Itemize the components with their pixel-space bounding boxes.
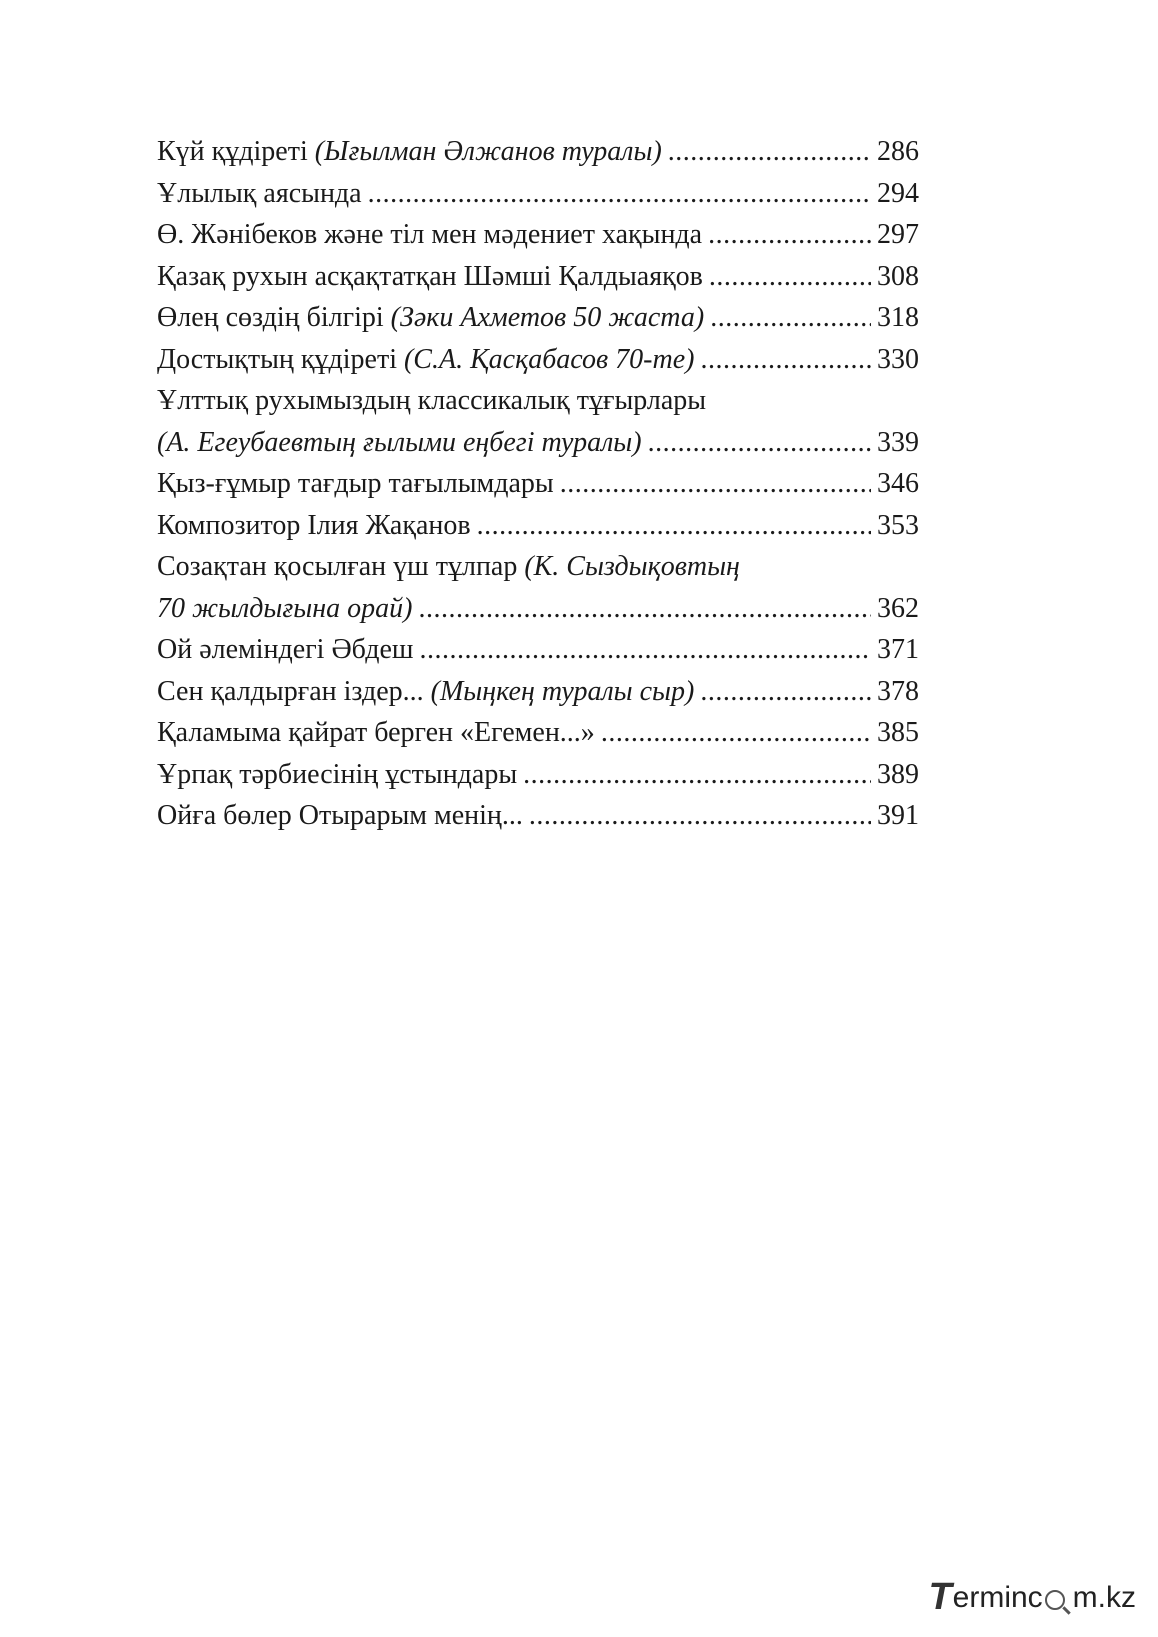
toc-entry-title: 70 жылдығына орай) xyxy=(157,592,413,624)
toc-page-number: 286 xyxy=(877,136,919,167)
toc-entry-title: Өлең сөздің білгірі (Зәки Ахметов 50 жаста) xyxy=(157,302,705,333)
toc-entry xyxy=(157,422,919,464)
watermark-text-start: erminc xyxy=(952,1580,1043,1614)
toc-entry xyxy=(157,214,919,256)
toc-entry-title: Созақтан қосылған үш тұлпар (К. Сыздықовтың xyxy=(157,551,740,582)
toc-page-number: 353 xyxy=(877,509,919,541)
watermark-text-end: m.kz xyxy=(1072,1580,1136,1614)
toc-entry-title: Ө. Жәнібеков және тіл мен мәдениет хақында xyxy=(157,219,703,250)
toc-entry-title: Қыз-ғұмыр тағдыр тағылымдары xyxy=(157,468,554,499)
dot-leader xyxy=(560,463,871,505)
dot-leader xyxy=(418,588,871,630)
toc-entry xyxy=(157,297,919,339)
watermark-logo xyxy=(928,1576,1136,1619)
dot-leader xyxy=(668,131,871,173)
toc-page-number: 330 xyxy=(877,343,919,375)
dot-leader xyxy=(710,297,871,339)
toc-entry-title: Ой әлеміндегі Әбдеш xyxy=(157,634,414,665)
toc-entry-title: Композитор Ілия Жақанов xyxy=(157,509,471,541)
dot-leader xyxy=(419,629,871,671)
toc-page-number: 339 xyxy=(877,426,919,458)
toc-entry-title: Қаламыма қайрат берген «Егемен...» xyxy=(157,717,595,748)
toc-page-number: 318 xyxy=(877,302,919,333)
toc-entry xyxy=(157,173,919,215)
toc-entry xyxy=(157,795,919,837)
dot-leader xyxy=(700,671,871,713)
dot-leader xyxy=(477,505,871,547)
toc-entry xyxy=(157,671,919,713)
toc-page-number: 391 xyxy=(877,800,919,831)
toc-entry-title: (А. Егеубаевтың ғылыми еңбегі туралы) xyxy=(157,426,642,458)
toc-page-number: 362 xyxy=(877,592,919,624)
toc-entry xyxy=(157,463,919,505)
dot-leader xyxy=(648,422,871,464)
toc-entry-title: Ұлттық рухымыздың классикалық тұғырлары xyxy=(157,385,707,416)
toc-entry-title: Қазақ рухын асқақтатқан Шәмші Қалдыаяқов xyxy=(157,260,703,292)
toc-entry xyxy=(157,712,919,754)
toc-entry xyxy=(157,339,919,381)
table-of-contents xyxy=(157,131,919,837)
toc-entry xyxy=(157,131,919,173)
dot-leader xyxy=(709,256,871,298)
toc-entry xyxy=(157,546,919,588)
watermark-letter-t: T xyxy=(928,1576,952,1618)
dot-leader xyxy=(601,712,871,754)
toc-entry xyxy=(157,754,919,796)
toc-page-number: 389 xyxy=(877,758,919,790)
dot-leader xyxy=(700,339,871,381)
toc-page-number: 346 xyxy=(877,468,919,499)
toc-entry xyxy=(157,629,919,671)
toc-entry-title: Күй құдіреті (Ығылман Әлжанов туралы) xyxy=(157,136,662,167)
toc-page-number: 308 xyxy=(877,260,919,292)
dot-leader xyxy=(523,754,871,796)
toc-entry-title: Ұлылық аясында xyxy=(157,177,362,209)
toc-page-number: 378 xyxy=(877,675,919,707)
dot-leader xyxy=(708,214,871,256)
toc-page-number: 294 xyxy=(877,177,919,209)
toc-entry xyxy=(157,256,919,298)
toc-entry xyxy=(157,588,919,630)
toc-entry-title: Достықтың құдіреті (С.А. Қасқабасов 70-те) xyxy=(157,343,695,375)
toc-entry-title: Сен қалдырған іздер... (Мыңкең туралы сыр) xyxy=(157,675,695,707)
dot-leader xyxy=(368,173,871,215)
toc-entry xyxy=(157,505,919,547)
toc-entry-title: Ұрпақ тәрбиесінің ұстындары xyxy=(157,758,518,790)
toc-page-number: 297 xyxy=(877,219,919,250)
toc-page-number: 371 xyxy=(877,634,919,665)
toc-page-number: 385 xyxy=(877,717,919,748)
magnifier-icon xyxy=(1045,1590,1065,1610)
toc-entry xyxy=(157,380,919,422)
dot-leader xyxy=(529,795,871,837)
toc-entry-title: Ойға бөлер Отырарым менің... xyxy=(157,800,523,831)
